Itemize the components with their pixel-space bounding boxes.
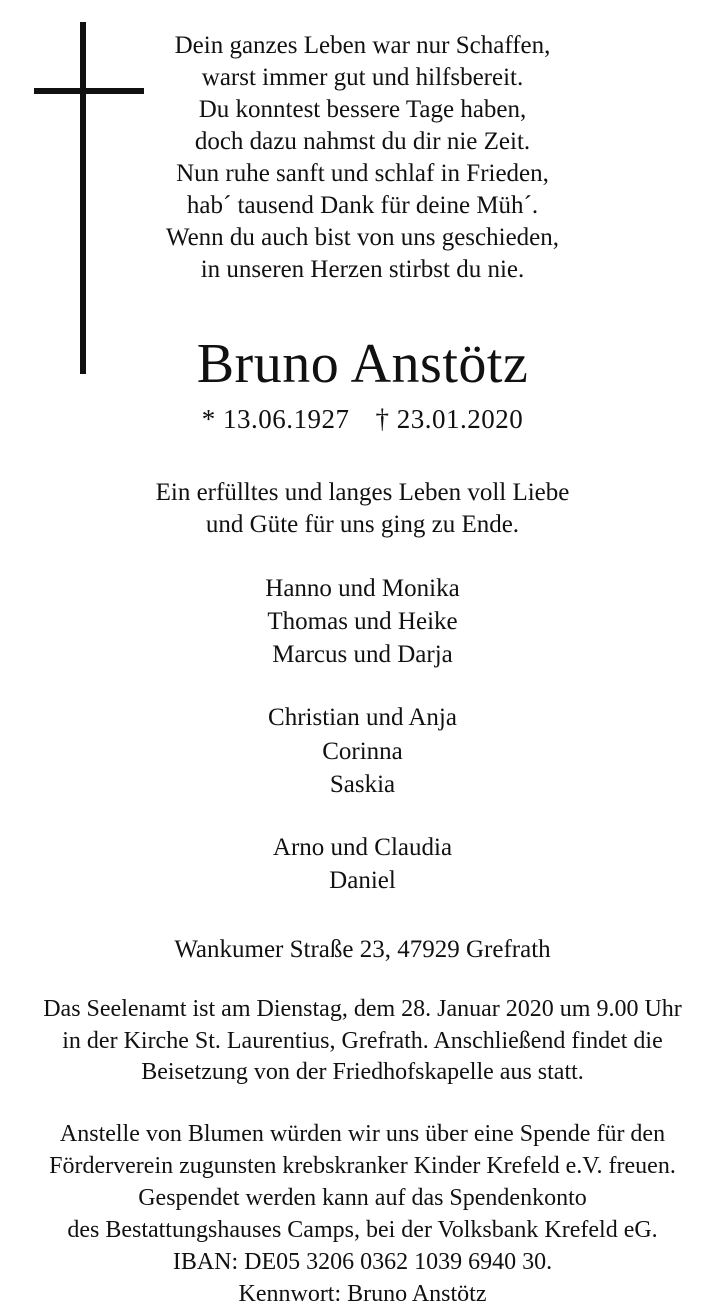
service-line: Beisetzung von der Friedhofskapelle aus statt. (141, 1059, 584, 1086)
family-member: Marcus und Darja (272, 641, 453, 669)
service-details (30, 994, 695, 1090)
tribute-line: Ein erfülltes und langes Leben voll Liebe (155, 478, 570, 506)
family-member: Thomas und Heike (267, 607, 458, 635)
donation-line: Anstelle von Blumen würden wir uns über eine Spende für den (59, 1121, 666, 1148)
family-member: Hanno und Monika (265, 574, 460, 602)
poem-line: Wenn du auch bist von uns geschieden, (165, 224, 560, 251)
donation-line: Kennwort: Bruno Anstötz (238, 1280, 487, 1307)
donation-details (30, 1119, 695, 1310)
memorial-poem (30, 30, 695, 286)
poem-line: hab´ tausend Dank für deine Müh´. (186, 192, 539, 219)
family-member: Saskia (329, 770, 396, 798)
family-address: Wankumer Straße 23, 47929 Grefrath (174, 935, 551, 963)
tribute-text (30, 477, 695, 542)
obituary-content (30, 30, 695, 1311)
family-member: Arno und Claudia (272, 834, 453, 862)
service-line: in der Kirche St. Laurentius, Grefrath. Anschließend findet die (62, 1027, 663, 1054)
poem-line: doch dazu nahmst du dir nie Zeit. (194, 128, 531, 155)
poem-line: in unseren Herzen stirbst du nie. (200, 256, 525, 283)
family-group (30, 572, 695, 672)
death-date: † 23.01.2020 (375, 403, 524, 434)
family-member: Corinna (322, 737, 403, 765)
poem-line: warst immer gut und hilfsbereit. (201, 64, 524, 91)
family-group (30, 831, 695, 898)
poem-line: Nun ruhe sanft und schlaf in Frieden, (176, 160, 549, 187)
donation-line: des Bestattungshauses Camps, bei der Volksbank Krefeld eG. (67, 1217, 658, 1244)
life-dates (30, 404, 695, 435)
poem-line: Dein ganzes Leben war nur Schaffen, (174, 32, 551, 59)
family-member: Daniel (329, 867, 396, 895)
service-line: Das Seelenamt ist am Dienstag, dem 28. Januar 2020 um 9.00 Uhr (43, 995, 682, 1022)
donation-line: Gespendet werden kann auf das Spendenkonto (138, 1185, 587, 1212)
poem-line: Du konntest bessere Tage haben, (198, 96, 527, 123)
tribute-line: und Güte für uns ging zu Ende. (205, 511, 520, 539)
family-group (30, 701, 695, 801)
family-member: Christian und Anja (268, 704, 457, 732)
donation-line: IBAN: DE05 3206 0362 1039 6940 30. (172, 1248, 553, 1275)
donation-line: Förderverein zugunsten krebskranker Kinder Krefeld e.V. freuen. (49, 1153, 676, 1180)
deceased-name: Bruno Anstötz (196, 333, 529, 395)
birth-date: * 13.06.1927 (201, 403, 350, 434)
